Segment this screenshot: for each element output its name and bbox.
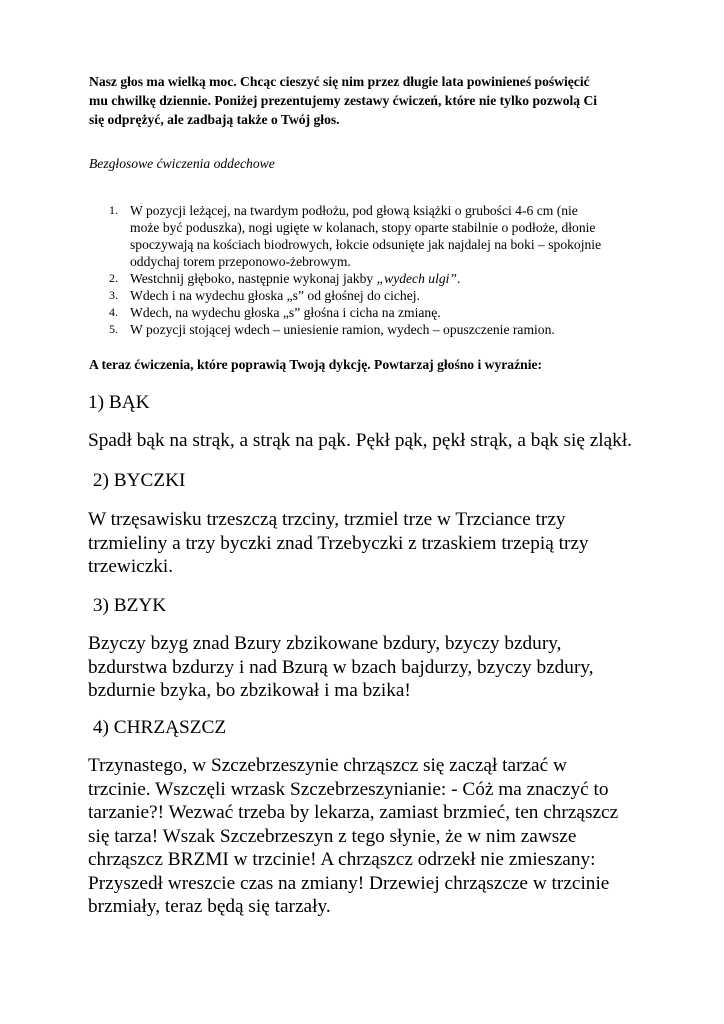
tongue-twister-text — [88, 754, 648, 919]
tongue-twister-line: Przyszedł wreszcie czas na zmiany! Drzewiej chrząszcze w trzcinie — [88, 872, 610, 894]
tongue-twister-line: W trzęsawisku trzeszczą trzciny, trzmiel trze w Trzciance trzy — [88, 509, 566, 530]
list-item-line: może być poduszka), nogi ugięte w kolanach, stopy oparte stabilnie o podłoże, dłonie — [130, 220, 596, 235]
list-item-text — [130, 270, 649, 287]
tongue-twister-line: Spadł bąk na strąk, a strąk na pąk. Pękł pąk, pękł strąk, a bąk się zląkł. — [88, 430, 632, 451]
list-item — [89, 304, 649, 321]
list-item-text-end: . — [457, 271, 461, 286]
list-item-number: 4. — [109, 305, 118, 319]
intro-line: Nasz głos ma wielką moc. Chcąc cieszyć się nim przez długie lata powinieneś poświęcić — [89, 74, 590, 89]
tongue-twister-line: Bzyczy bzyg znad Bzury zbzikowane bzdury, bzyczy bzdury, — [88, 633, 562, 654]
diction-section-intro: A teraz ćwiczenia, które poprawią Twoją dykcję. Powtarzaj głośno i wyraźnie: — [89, 357, 543, 372]
tongue-twister-text — [88, 632, 648, 703]
breathing-exercise-list — [89, 202, 649, 338]
list-item — [89, 270, 649, 287]
list-item-number: 5. — [109, 322, 118, 336]
tongue-twister-line: trzcinie. Wszczęli wrzask Szczebrzeszynianie: - Cóż ma znaczyć to — [88, 778, 609, 800]
tongue-twister-line: bzdurstwa bzdurzy i nad Bzurą w bzach bajdurzy, bzyczy bzdury, — [88, 656, 594, 678]
list-item-number: 3. — [109, 288, 118, 302]
tongue-twister-text — [88, 429, 648, 453]
tongue-twister-text — [88, 508, 648, 579]
list-item-number: 2. — [109, 271, 118, 285]
tongue-twister-line: się tarza! Wszak Szczebrzeszyn z tego słynie, że w nim zawsze — [88, 825, 577, 847]
breathing-exercises-subtitle: Bezgłosowe ćwiczenia oddechowe — [89, 156, 275, 171]
tongue-twister-line: brzmiały, teraz będą się tarzały. — [88, 896, 331, 917]
tongue-twister-heading: 2) BYCZKI — [88, 470, 186, 491]
intro-line: się odprężyć, ale zadbają także o Twój głos. — [89, 112, 340, 127]
list-item-number: 1. — [109, 203, 118, 217]
list-item-line: W pozycji leżącej, na twardym podłożu, pod głową książki o grubości 4-6 cm (nie — [130, 203, 578, 218]
list-item — [89, 321, 649, 338]
list-item-text — [130, 202, 649, 270]
list-item-text: W pozycji stojącej wdech – uniesienie ramion, wydech – opuszczenie ramion. — [130, 322, 555, 337]
tongue-twister-heading: 1) BĄK — [88, 392, 150, 413]
intro-line: mu chwilkę dziennie. Poniżej prezentujemy zestawy ćwiczeń, które nie tylko pozwolą Ci — [89, 93, 598, 108]
relief-exhale-phrase: „wydech ulgi” — [376, 271, 457, 286]
list-item-line: oddychaj torem przeponowo-żebrowym. — [130, 254, 351, 269]
tongue-twister-line: tarzanie?! Wezwać trzeba by lekarza, zamiast brzmieć, ten chrząszcz — [88, 802, 619, 823]
list-item — [89, 202, 649, 270]
tongue-twister-line: trzmieliny a trzy byczki znad Trzebyczki z trzaskiem trzepią trzy — [88, 532, 589, 554]
intro-paragraph — [89, 72, 649, 129]
list-item-text: Wdech, na wydechu głoska „s” głośna i cicha na zmianę. — [130, 305, 441, 320]
tongue-twister-line: bzdurnie bzyka, bo zbzikował i ma bzika! — [88, 680, 411, 701]
tongue-twister-line: Trzynastego, w Szczebrzeszynie chrząszcz się zaczął tarzać w — [88, 755, 567, 776]
tongue-twister-heading: 3) BZYK — [88, 595, 167, 616]
list-item-line: spoczywają na kościach biodrowych, łokcie odsunięte jak najdalej na boki – spokojnie — [130, 237, 602, 252]
list-item — [89, 287, 649, 304]
list-item-text-start: Westchnij głęboko, następnie wykonaj jakby — [130, 271, 377, 286]
tongue-twister-heading: 4) CHRZĄSZCZ — [88, 717, 227, 738]
tongue-twister-line: trzewiczki. — [88, 556, 174, 577]
tongue-twister-line: chrząszcz BRZMI w trzcinie! A chrząszcz odrzekł nie zmieszany: — [88, 849, 596, 870]
list-item-text: Wdech i na wydechu głoska „s” od głośnej do cichej. — [130, 288, 420, 303]
